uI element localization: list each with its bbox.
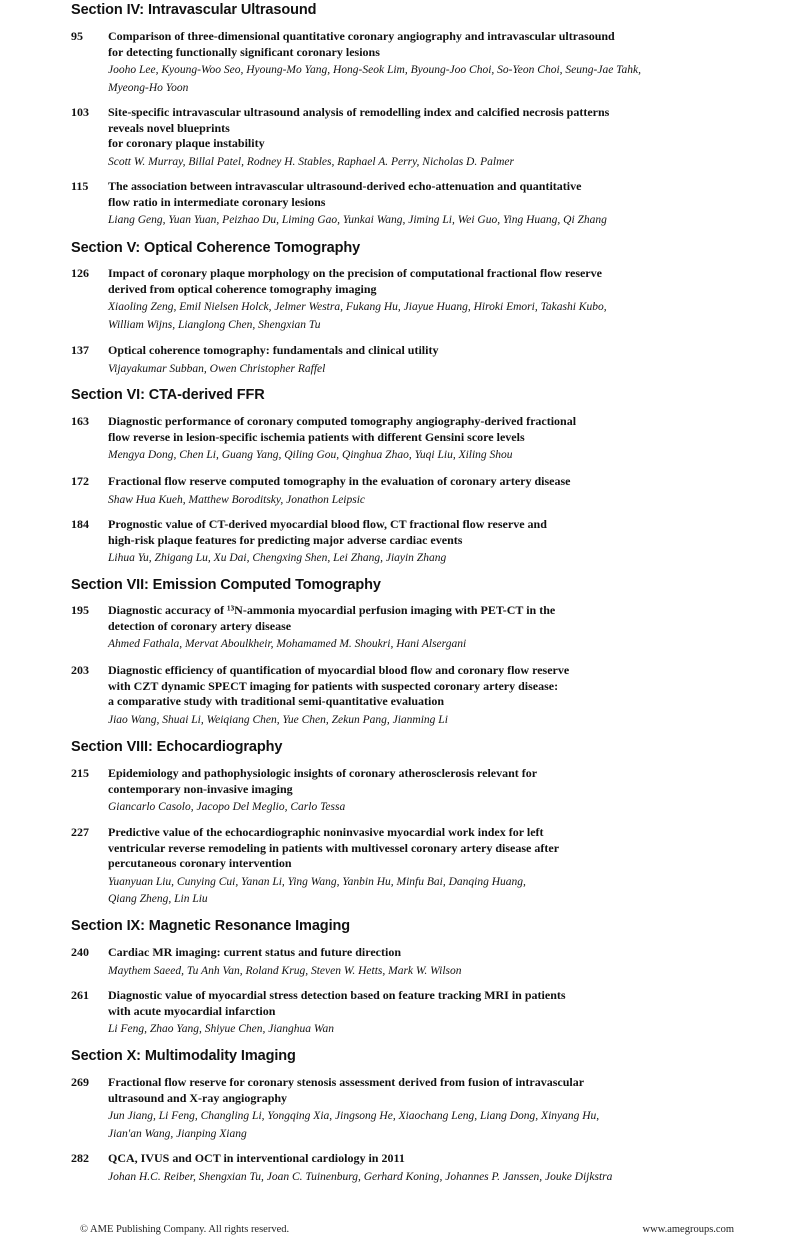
toc-entry[interactable] <box>71 343 691 378</box>
page-number: 126 <box>71 266 89 280</box>
toc-entry[interactable] <box>71 1151 691 1186</box>
page-number: 203 <box>71 663 89 677</box>
section-title: Section VII: Emission Computed Tomography <box>71 577 381 593</box>
article-authors: Johan H.C. Reiber, Shengxian Tu, Joan C. Tuinenburg, Gerhard Koning, Johannes P. Janssen, Jouke Dijkstra <box>108 1170 613 1183</box>
article-authors: Liang Geng, Yuan Yuan, Peizhao Du, Liming Gao, Yunkai Wang, Jiming Li, Wei Guo, Ying Huang, Qi Zhang <box>108 214 607 226</box>
toc-entry[interactable] <box>71 663 691 729</box>
page-number: 215 <box>71 766 89 780</box>
section-title: Section IX: Magnetic Resonance Imaging <box>71 918 351 934</box>
section-title: Section VIII: Echocardiography <box>71 739 283 755</box>
page-number: 95 <box>71 29 83 43</box>
article-title: Diagnostic performance of coronary computed tomography angiography-derived fractional flow reverse in lesion-specific ischemia patients with different Gensini score levels <box>108 414 577 444</box>
article-authors: Shaw Hua Kueh, Matthew Boroditsky, Jonathon Leipsic <box>108 493 366 506</box>
toc-entry[interactable] <box>71 825 691 909</box>
article-authors: Mengya Dong, Chen Li, Guang Yang, Qiling Gou, Qinghua Zhao, Yuqi Liu, Xiling Shou <box>108 449 513 461</box>
section-title: Section IV: Intravascular Ultrasound <box>71 2 317 18</box>
article-title: Site-specific intravascular ultrasound analysis of remodelling index and calcified necrosis patterns reveals novel blueprints for coronary plaque instability <box>108 105 610 150</box>
article-title: Epidemiology and pathophysiologic insights of coronary atherosclerosis relevant for contemporary non-invasive imaging <box>108 766 538 796</box>
article-authors: Maythem Saeed, Tu Anh Van, Roland Krug, Steven W. Hetts, Mark W. Wilson <box>108 964 462 977</box>
section-title: Section VI: CTA-derived FFR <box>71 387 265 403</box>
article-authors: Scott W. Murray, Billal Patel, Rodney H. Stables, Raphael A. Perry, Nicholas D. Palmer <box>108 155 514 168</box>
article-title: Diagnostic efficiency of quantification of myocardial blood flow and coronary flow reserve with CZT dynamic SPECT imaging for patients with suspected coronary artery disease: a comparative study with traditional semi-quantitative evaluation <box>108 663 570 708</box>
toc-entry[interactable] <box>71 1075 691 1143</box>
footer-copyright: © AME Publishing Company. All rights reserved. <box>80 1224 290 1235</box>
article-title: Impact of coronary plaque morphology on the precision of computational fractional flow reserve derived from optical coherence tomography imaging <box>108 266 602 296</box>
article-authors: Li Feng, Zhao Yang, Shiyue Chen, Jianghua Wan <box>108 1023 334 1035</box>
page-number: 282 <box>71 1151 89 1165</box>
page-number: 269 <box>71 1075 89 1089</box>
toc-entry[interactable] <box>71 988 691 1039</box>
article-authors: Lihua Yu, Zhigang Lu, Xu Dai, Chengxing Shen, Lei Zhang, Jiayin Zhang <box>108 552 447 564</box>
article-title: The association between intravascular ultrasound-derived echo-attenuation and quantitative flow ratio in intermediate coronary lesions <box>108 179 582 209</box>
toc-entry[interactable] <box>71 945 691 980</box>
section-title: Section V: Optical Coherence Tomography <box>71 240 361 256</box>
article-authors: Giancarlo Casolo, Jacopo Del Meglio, Carlo Tessa <box>108 801 346 813</box>
page-number: 240 <box>71 945 89 959</box>
toc-entry[interactable] <box>71 414 691 465</box>
article-title: Fractional flow reserve for coronary stenosis assessment derived from fusion of intravascular ultrasound and X-ray angiography <box>108 1075 585 1105</box>
page-number: 163 <box>71 414 89 428</box>
article-title: Diagnostic accuracy of ¹³N-ammonia myocardial perfusion imaging with PET-CT in the detection of coronary artery disease <box>108 603 556 633</box>
page-number: 115 <box>71 179 89 193</box>
article-authors: Jiao Wang, Shuai Li, Weiqiang Chen, Yue Chen, Zekun Pang, Jianming Li <box>108 713 448 726</box>
toc-entry[interactable] <box>71 105 691 171</box>
article-authors: Xiaoling Zeng, Emil Nielsen Holck, Jelmer Westra, Fukang Hu, Jiayue Huang, Hiroki Emori, Takashi Kubo, William Wijns, Lianglong Chen, Shengxian Tu <box>108 301 607 331</box>
page-number: 195 <box>71 603 89 617</box>
toc-entry[interactable] <box>71 29 691 97</box>
toc-entry[interactable] <box>71 179 691 230</box>
toc-entry[interactable] <box>71 474 691 509</box>
page-number: 227 <box>71 825 89 839</box>
article-authors: Ahmed Fathala, Mervat Aboulkheir, Mohamamed M. Shoukri, Hani Alsergani <box>108 638 467 650</box>
toc-entry[interactable] <box>71 603 691 654</box>
article-authors: Jooho Lee, Kyoung-Woo Seo, Hyoung-Mo Yang, Hong-Seok Lim, Byoung-Joo Choi, So-Yeon Choi, Seung-Jae Tahk, Myeong-Ho Yoon <box>108 64 641 94</box>
article-title: Optical coherence tomography: fundamentals and clinical utility <box>108 343 439 357</box>
page-number: 103 <box>71 105 89 119</box>
page-number: 184 <box>71 517 89 531</box>
toc-entry[interactable] <box>71 517 691 568</box>
page-number: 261 <box>71 988 89 1002</box>
article-title: Cardiac MR imaging: current status and future direction <box>108 945 401 959</box>
article-authors: Jun Jiang, Li Feng, Changling Li, Yongqing Xia, Jingsong He, Xiaochang Leng, Liang Dong, Xinyang Hu, Jian'an Wang, Jianping Xiang <box>108 1110 600 1140</box>
article-title: Diagnostic value of myocardial stress detection based on feature tracking MRI in patients with acute myocardial infarction <box>108 988 566 1018</box>
article-title: Prognostic value of CT-derived myocardial blood flow, CT fractional flow reserve and high-risk plaque features for predicting major adverse cardiac events <box>108 517 547 547</box>
article-title: Comparison of three-dimensional quantitative coronary angiography and intravascular ultrasound for detecting functionally significant coronary lesions <box>108 29 615 59</box>
page-number: 172 <box>71 474 89 488</box>
section-title: Section X: Multimodality Imaging <box>71 1048 296 1064</box>
article-authors: Vijayakumar Subban, Owen Christopher Raffel <box>108 362 326 375</box>
toc-entry[interactable] <box>71 766 691 817</box>
footer-website-link[interactable]: www.amegroups.com <box>642 1224 734 1235</box>
toc-entry[interactable] <box>71 266 691 334</box>
article-title: Predictive value of the echocardiographic noninvasive myocardial work index for left ventricular reverse remodeling in patients with multivessel coronary artery disease after percutaneous coronary intervention <box>108 825 560 870</box>
article-title: QCA, IVUS and OCT in interventional cardiology in 2011 <box>108 1151 405 1165</box>
article-authors: Yuanyuan Liu, Cunying Cui, Yanan Li, Ying Wang, Yanbin Hu, Minfu Bai, Danqing Huang, Qiang Zheng, Lin Liu <box>108 875 526 905</box>
article-title: Fractional flow reserve computed tomography in the evaluation of coronary artery disease <box>108 474 571 488</box>
page-number: 137 <box>71 343 89 357</box>
